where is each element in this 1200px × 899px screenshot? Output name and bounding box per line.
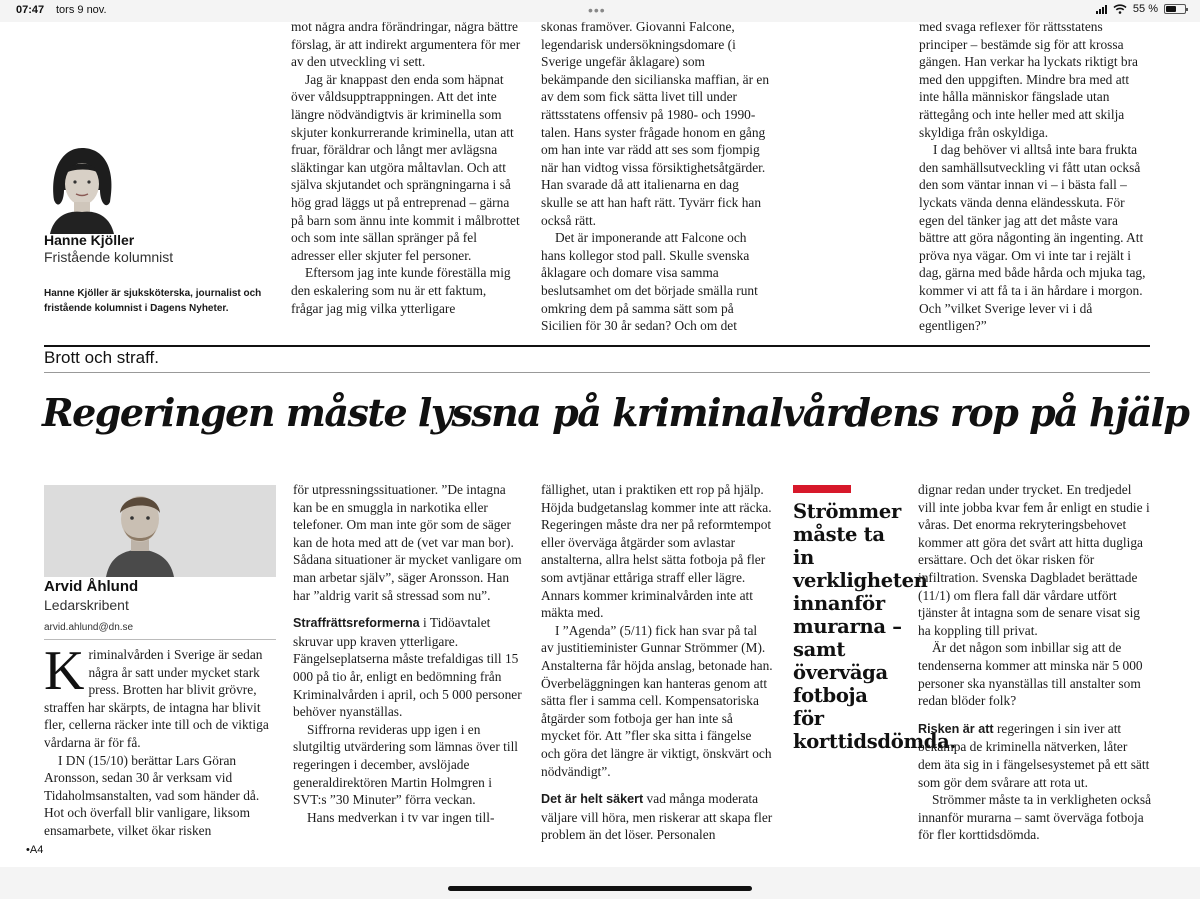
section-rule-thin (44, 372, 1150, 373)
paragraph: för utpressningssituationer. ”De intagna kan be en smuggla in narkotika eller telefoner. Om man inte gör som de säger kan de hota med att de (vet var man bor). Sådana situationer är mycket vanligare om man arbetar själv”, säger Aronsson. Han har ”aldrig varit så stressad som nu”. (293, 482, 522, 603)
author-photo-arvid-ahlund (44, 485, 276, 577)
lead-in-rest: regeringen i sin iver att bekämpa de kriminella nätverken, låter dem äta sig in i fängelsesystemet på ett sätt som gör dem svårare att rota ut. (918, 720, 1150, 790)
paragraph (918, 720, 1152, 791)
paragraph: I ”Agenda” (5/11) fick han svar på tal av justitieminister Gunnar Strömmer (M). Anstalterna får höjda anslag, betonade han. Överbeläggningen kan hanteras genom att sätta fler i samma cell. Kompensatoriska åtgärder som fotboja ger han inte så mycket för. Att ”fler ska sitta i fängelse och göra det längre är viktigt, önskvärt och nödvändigt”. (541, 622, 773, 779)
page-label: •A4 (26, 844, 44, 856)
lead-in: Risken är att (918, 721, 994, 736)
cellular-signal-icon (1096, 4, 1107, 14)
lead-in-rest: vad många moderata väljare vill höra, men riskerar att skapa fler problem än det löser. Personalen (541, 791, 773, 843)
intro-text: riminalvården i Sverige är sedan några år satt under mycket stark press. Brotten har blivit grövre, straffen har skärpts, de intagna har blivit fler, cellerna räcker inte till och de viktiga vårdarna är för få. (44, 647, 269, 750)
pullquote: Strömmer måste ta in verkligheten innanför murarna – samt överväga fotboja för korttidsdömda. (793, 500, 956, 753)
paragraph: Strömmer måste ta in verkligheten också innanför murarna – samt överväga fotboja för fler korttidsdömda. (918, 792, 1152, 843)
status-time: 07:47 (16, 4, 45, 16)
battery-percent: 55 % (1132, 3, 1158, 15)
drop-cap: K (44, 640, 85, 702)
home-indicator[interactable] (448, 886, 752, 891)
bottom-bar (0, 867, 1200, 899)
paragraph (541, 790, 773, 844)
paragraph: I DN (15/10) berättar Lars Göran Aronsson, sedan 30 år verksam vid Tidaholmsanstalten, vad som händer då. Hot och överfall blir vanligare, liksom ensamarbete, vilket ökar risken (44, 752, 260, 838)
top-author-bio: Hanne Kjöller är sjuksköterska, journalist och fristående kolumnist i Dagens Nyheter. (44, 288, 262, 314)
top-author-name: Hanne Kjöller (44, 232, 135, 248)
top-article-column-3 (919, 22, 1151, 335)
lead-in: Straffrättsreformerna (293, 616, 420, 631)
paragraph: Det är imponerande att Falcone och hans kollegor stod pall. Skulle svenska åklagare och domare visa samma beslutsamhet om det började smälla runt omkring dem på samma sätt som på Sicilien för 30 år sedan? Och om det (541, 230, 758, 334)
multitasking-dots-icon[interactable]: ••• (588, 2, 606, 18)
author-email[interactable]: arvid.ahlund@dn.se (44, 622, 134, 633)
paragraph: Eftersom jag inte kunde föreställa mig den eskalering som nu är ett faktum, frågar jag mig vilka ytterligare (291, 265, 511, 316)
paragraph: skonas framöver. Giovanni Falcone, legendarisk undersökningsdomare (i Sverige ungefär åklagare) som bekämpande den sicilianska maffian, är en av dem som fick sätta livet till under rättsstatens offensiv på 1980- och 1990-talen. Hans syster frågade honom en gång om han inte var rädd att ses som fjompig när han vidtog vissa försiktighetsåtgärder. Han svarade då att italienarna en dag skulle se att han haft rätt. Tyvärr fick han också rätt. (541, 22, 770, 228)
paragraph: Siffrorna revideras upp igen i en slutgiltig utvärdering som lämnas över till regeringen i december, avslöjade generaldirektören Martin Holmgren i SVT:s ”30 Minuter” förra veckan. (293, 721, 519, 808)
section-rule (44, 345, 1150, 347)
pullquote-accent-bar (793, 485, 851, 493)
paragraph: dignar redan under trycket. En tredjedel vill inte jobba kvar fem år enligt en studie i våras. Det enorma rekryteringsbehovet kommer att göra det svårt att hitta dugliga ersättare. Och det ökar risken för infiltration. Svenska Dagbladet berättade (11/1) om flera fall där vårdare utfört tjänster åt intagna som de senare visat sig ha koppling till privat. (918, 482, 1150, 638)
article-author-role: Ledarskribent (44, 597, 129, 613)
battery-icon (1164, 4, 1186, 14)
status-date: tors 9 nov. (56, 4, 107, 16)
article-column-4 (918, 481, 1152, 844)
lead-in: Det är helt säkert (541, 792, 644, 807)
status-bar (0, 0, 1200, 22)
article-headline: Regeringen måste lyssna på kriminalvårdens rop på hjälp (42, 390, 1189, 435)
article-column-1 (44, 640, 276, 840)
article-column-2 (293, 481, 523, 826)
article-column-3 (541, 481, 773, 844)
paragraph: fällighet, utan i praktiken ett rop på hjälp. Höjda budgetanslag kommer inte att räcka. Regeringen måste dra ner på reformtempot eller överväga åtgärder som avlastar anstalterna, allra helst sätta fotboja på fler som avtjänar ettåriga straff eller lägre. Annars kommer kriminalvården inte att mäkta med. (541, 482, 772, 621)
paragraph: Är det någon som inbillar sig att de tendenserna kommer att minska när 5 000 personer ska nyanställas till anstalter som redan blöder folk? (918, 640, 1143, 709)
battery-level-fill (1166, 6, 1176, 12)
paragraph (293, 614, 523, 721)
paragraph: Hans medverkan i tv var ingen till- (307, 809, 495, 825)
lead-in-rest: i Tidöavtalet skruvar upp kraven ytterligare. Fängelseplatserna måste trefaldigas till 15 000 på tio år, enligt en bedömning från Kriminalvården i april, och 5 000 personer behöver nyanställas. (293, 615, 522, 720)
paragraph: I dag behöver vi alltså inte bara frukta den samhällsutveckling vi fått utan också den som väntar innan vi – i bästa fall – lyckats vända denna eländesskuta. För egen del tänker jag att det måste vara bättre att göra någonting än ingenting. Att pröva nya vägar. Om vi inte tar i rejält i dag, gärna med både hårda och mjuka tag, kommer vi att få ta i än hårdare i morgon. Och ”vilket Sverige lever vi i då egentligen?” (919, 142, 1146, 334)
author-photo-hanne-kjoller (44, 140, 120, 234)
section-label: Brott och straff. (44, 348, 159, 367)
top-article-column-2 (541, 22, 773, 335)
top-article-column-1 (291, 22, 521, 317)
paragraph (44, 640, 276, 752)
newspaper-page (0, 22, 1200, 867)
paragraph: mot några andra förändringar, några bättre förslag, är att indirekt argumentera för mer av den utveckling vi sett. (291, 22, 521, 70)
wifi-icon (1113, 4, 1127, 14)
status-indicators (1096, 3, 1186, 15)
paragraph: med svaga reflexer för rättsstatens principer – bestämde sig för att krossa gängen. Han verkar ha lyckats riktigt bra med den uppgiften. Mindre bra med att inte hålla människor fängslade utan rättegång och inte heller med att skilja skyldiga från oskyldiga. (919, 22, 1139, 140)
article-author-name: Arvid Åhlund (44, 578, 139, 595)
top-author-role: Fristående kolumnist (44, 249, 174, 265)
paragraph: Jag är knappast den enda som häpnat över våldsupptrappningen. Att det inte längre nödvändigtvis är kriminella som skjuter konkurrerande kriminella, utan att fruar, föräldrar och långt mer avlägsna släktingar kan utgöra måltavlan. Och att själva skjutandet och sprängningarna i så hög grad läggs ut på entreprenad – gärna på barn som ännu inte kommit i målbrottet och som inte sällan spränger på fel adresser eller skjuter fel personer. (291, 71, 520, 263)
